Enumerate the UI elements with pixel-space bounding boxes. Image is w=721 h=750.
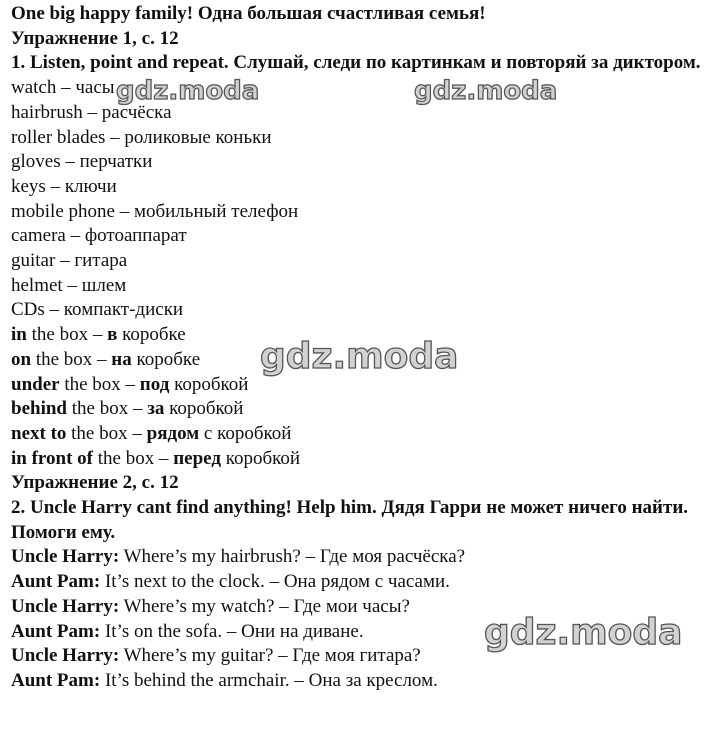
preposition-item: behind the box – за коробкой xyxy=(11,398,244,420)
vocab-item: gloves – перчатки xyxy=(11,151,153,173)
dialogue-line: Aunt Pam: It’s next to the clock. – Она рядом с часами. xyxy=(11,571,450,593)
vocab-item: keys – ключи xyxy=(11,175,117,197)
vocab-item: hairbrush – расчёска xyxy=(11,101,172,123)
vocab-item: watch – часы xyxy=(11,77,115,99)
exercise-2-task: 2. Uncle Harry cant find anything! Help him. Дядя Гарри не может ничего найти. Помоги ему. xyxy=(11,497,689,543)
preposition-item: in the box – в коробке xyxy=(11,324,186,346)
exercise-1-task: 1. Listen, point and repeat. Слушай, следи по картинкам и повторяй за диктором. xyxy=(11,52,701,74)
vocab-item: CDs – компакт-диски xyxy=(11,299,184,321)
preposition-item: under the box – под коробкой xyxy=(11,373,249,395)
vocab-item: helmet – шлем xyxy=(11,274,127,296)
preposition-item: next to the box – рядом с коробкой xyxy=(11,422,292,444)
vocab-item: camera – фотоаппарат xyxy=(11,225,187,247)
exercise-1-heading: Упражнение 1, с. 12 xyxy=(11,27,179,49)
dialogue-line: Uncle Harry: Where’s my hairbrush? – Где моя расчёска? xyxy=(11,546,466,568)
dialogue-line: Aunt Pam: It’s on the sofa. – Они на диване. xyxy=(11,620,364,642)
preposition-item: in front of the box – перед коробкой xyxy=(11,447,301,469)
vocab-item: guitar – гитара xyxy=(11,250,128,272)
preposition-item: on the box – на коробке xyxy=(11,348,201,370)
dialogue-line: Aunt Pam: It’s behind the armchair. – Она за креслом. xyxy=(11,669,438,691)
watermark: gdz.moda xyxy=(116,76,260,106)
dialogue-line: Uncle Harry: Where’s my guitar? – Где моя гитара? xyxy=(11,645,421,667)
watermark: gdz.moda xyxy=(484,612,683,653)
vocab-item: mobile phone – мобильный телефон xyxy=(11,200,299,222)
watermark: gdz.moda xyxy=(260,336,459,377)
document-page xyxy=(11,2,716,694)
exercise-2-heading: Упражнение 2, с. 12 xyxy=(11,472,179,494)
vocab-item: roller blades – роликовые коньки xyxy=(11,126,272,148)
watermark: gdz.moda xyxy=(414,76,558,106)
page-title: One big happy family! Одна большая счастливая семья! xyxy=(11,3,486,24)
dialogue-line: Uncle Harry: Where’s my watch? – Где мои часы? xyxy=(11,595,410,617)
